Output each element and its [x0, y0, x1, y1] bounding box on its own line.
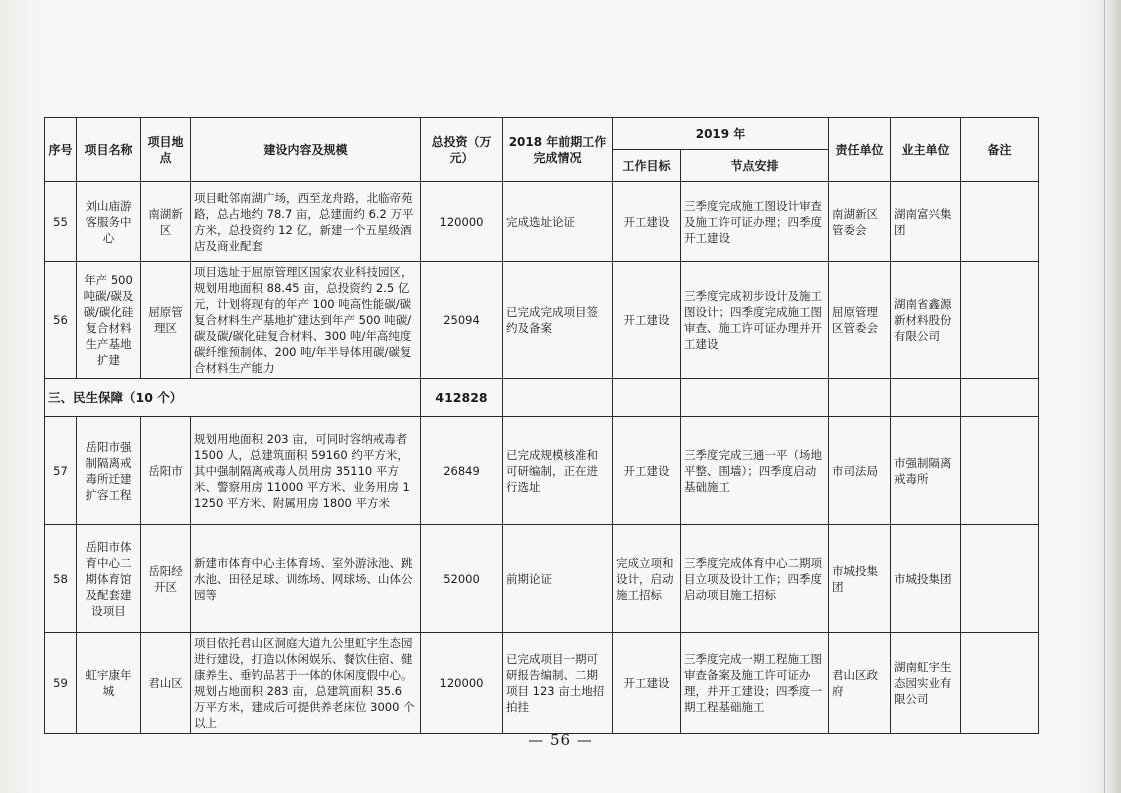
section-empty-cell: [961, 379, 1039, 417]
table-row: [45, 182, 1039, 262]
cell-seq: 57: [45, 417, 77, 525]
header-prior-work: 2018 年前期工作完成情况: [503, 118, 613, 182]
cell-owner: 市强制隔离戒毒所: [891, 417, 961, 525]
page-binding-edge: [1104, 0, 1121, 793]
cell-name: 岳阳市体育中心二期体育馆及配套建设项目: [77, 525, 141, 633]
cell-schedule: 三季度完成初步设计及施工图设计；四季度完成施工图审查、施工许可证办理并开工建设: [681, 262, 829, 379]
cell-owner: 湖南省鑫源新材料股份有限公司: [891, 262, 961, 379]
section-label: 三、民生保障（10 个）: [45, 379, 421, 417]
cell-owner: 湖南虹宇生态园实业有限公司: [891, 633, 961, 734]
cell-owner: 市城投集团: [891, 525, 961, 633]
cell-seq: 56: [45, 262, 77, 379]
table-row: [45, 262, 1039, 379]
table-row: [45, 525, 1039, 633]
cell-content: 项目选址于屈原管理区国家农业科技园区，规划用地面积 88.45 亩，总投资约 2.5 亿元，计划将现有的年产 100 吨高性能碳/碳复合材料生产基地扩建达到年产 500 吨碳/碳及碳/碳化硅复合材料、300 吨/年高纯度碳纤维预制体、200 吨/年半导体用碳/碳复合材料生产能力: [191, 262, 421, 379]
cell-name: 虹宇康年城: [77, 633, 141, 734]
header-name: 项目名称: [77, 118, 141, 182]
cell-content: 项目毗邻南湖广场，西至龙舟路，北临帝苑路，总占地约 78.7 亩，总建面约 6.2 万平方米，总投资约 12 亿，新建一个五星级酒店及商业配套: [191, 182, 421, 262]
section-empty-cell: [613, 379, 681, 417]
cell-owner: 湖南富兴集团: [891, 182, 961, 262]
header-investment: 总投资（万元）: [421, 118, 503, 182]
cell-remarks: [961, 417, 1039, 525]
cell-content: 项目依托君山区洞庭大道九公里虹宇生态园进行建设，打造以休闲娱乐、餐饮住宿、健康养生、垂钓品茗于一体的休闲度假中心。规划占地面积 283 亩，总建筑面积 35.6 万平方米，建成后可提供养老床位 3000 个以上: [191, 633, 421, 734]
cell-seq: 58: [45, 525, 77, 633]
header-schedule: 节点安排: [681, 150, 829, 182]
cell-schedule: 三季度完成体育中心二期项目立项及设计工作；四季度启动项目施工招标: [681, 525, 829, 633]
cell-responsible: 市城投集团: [829, 525, 891, 633]
project-table: [44, 117, 1039, 734]
cell-content: 规划用地面积 203 亩，可同时容纳戒毒者 1500 人，总建筑面积 59160 约平方米，其中强制隔离戒毒人员用房 35110 平方米、警察用房 11000 平方米、业务用房 11250 平方米、附属用房 1800 平方米: [191, 417, 421, 525]
cell-investment: 120000: [421, 633, 503, 734]
cell-name: 岳阳市强制隔离戒毒所迁建扩容工程: [77, 417, 141, 525]
section-row: [45, 379, 1039, 417]
section-total: 412828: [421, 379, 503, 417]
header-responsible: 责任单位: [829, 118, 891, 182]
cell-seq: 59: [45, 633, 77, 734]
cell-goal: 开工建设: [613, 182, 681, 262]
cell-responsible: 君山区政府: [829, 633, 891, 734]
header-owner: 业主单位: [891, 118, 961, 182]
cell-responsible: 屈原管理区管委会: [829, 262, 891, 379]
cell-schedule: 三季度完成三通一平（场地平整、围墙）；四季度启动基础施工: [681, 417, 829, 525]
cell-goal: 完成立项和设计，启动施工招标: [613, 525, 681, 633]
cell-prior-work: 已完成完成项目签约及备案: [503, 262, 613, 379]
cell-location: 屈原管理区: [141, 262, 191, 379]
cell-content: 新建市体育中心主体育场、室外游泳池、跳水池、田径足球、训练场、网球场、山体公园等: [191, 525, 421, 633]
table-row: [45, 633, 1039, 734]
cell-prior-work: 完成选址论证: [503, 182, 613, 262]
cell-name: 刘山庙游客服务中心: [77, 182, 141, 262]
cell-prior-work: 已完成项目一期可研报告编制、二期项目 123 亩土地招拍挂: [503, 633, 613, 734]
cell-prior-work: 前期论证: [503, 525, 613, 633]
header-year-2019: 2019 年: [613, 118, 829, 150]
cell-responsible: 南湖新区管委会: [829, 182, 891, 262]
header-row-1: [45, 118, 1039, 150]
table-row: [45, 417, 1039, 525]
cell-seq: 55: [45, 182, 77, 262]
header-location: 项目地点: [141, 118, 191, 182]
header-goal: 工作目标: [613, 150, 681, 182]
cell-remarks: [961, 525, 1039, 633]
cell-remarks: [961, 262, 1039, 379]
cell-location: 南湖新区: [141, 182, 191, 262]
cell-goal: 开工建设: [613, 417, 681, 525]
cell-goal: 开工建设: [613, 633, 681, 734]
cell-prior-work: 已完成规模核准和可研编制，正在进行选址: [503, 417, 613, 525]
header-seq: 序号: [45, 118, 77, 182]
cell-investment: 52000: [421, 525, 503, 633]
cell-location: 岳阳市: [141, 417, 191, 525]
cell-schedule: 三季度完成施工图设计审查及施工许可证办理；四季度开工建设: [681, 182, 829, 262]
header-content: 建设内容及规模: [191, 118, 421, 182]
cell-responsible: 市司法局: [829, 417, 891, 525]
cell-goal: 开工建设: [613, 262, 681, 379]
cell-remarks: [961, 182, 1039, 262]
header-remarks: 备注: [961, 118, 1039, 182]
section-empty-cell: [681, 379, 829, 417]
cell-investment: 120000: [421, 182, 503, 262]
cell-investment: 25094: [421, 262, 503, 379]
cell-location: 君山区: [141, 633, 191, 734]
cell-location: 岳阳经开区: [141, 525, 191, 633]
page-number: — 56 —: [528, 731, 593, 749]
cell-schedule: 三季度完成一期工程施工图审查备案及施工许可证办理，并开工建设；四季度一期工程基础施工: [681, 633, 829, 734]
section-empty-cell: [891, 379, 961, 417]
section-empty-cell: [503, 379, 613, 417]
cell-investment: 26849: [421, 417, 503, 525]
cell-remarks: [961, 633, 1039, 734]
cell-name: 年产 500 吨碳/碳及碳/碳化硅复合材料生产基地扩建: [77, 262, 141, 379]
section-empty-cell: [829, 379, 891, 417]
